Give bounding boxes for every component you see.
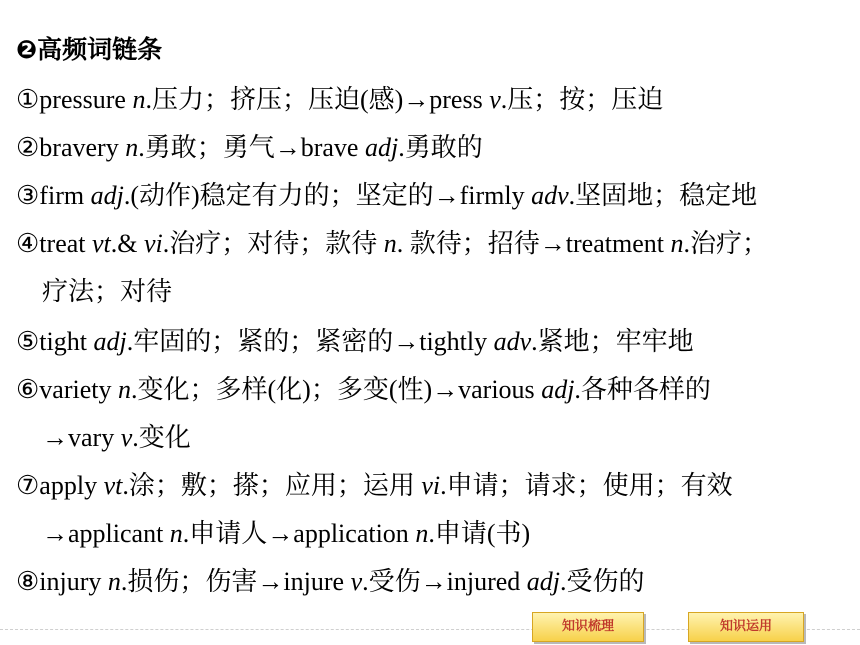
part-of-speech-label: n bbox=[118, 375, 131, 404]
entry-text: .变化 bbox=[132, 423, 191, 452]
entry-text: 疗法；对待 bbox=[42, 277, 173, 306]
entry-text: ⑤tight bbox=[16, 327, 94, 356]
knowledge-review-button[interactable]: 知识梳理 bbox=[532, 612, 644, 642]
entry-text: .坚固地；稳定地 bbox=[568, 181, 758, 210]
word-chain-entry bbox=[16, 366, 846, 462]
word-chain-entry bbox=[16, 558, 846, 606]
entry-text: .紧地；牢牢地 bbox=[531, 327, 694, 356]
entry-text: .勇敢的 bbox=[398, 133, 483, 162]
word-chain-entry bbox=[16, 220, 846, 316]
entry-text: .牢固的；紧的；紧密的→tightly bbox=[126, 327, 494, 356]
word-chain-entry bbox=[16, 76, 846, 124]
part-of-speech-label: n bbox=[125, 133, 139, 162]
part-of-speech-label: n bbox=[383, 229, 397, 258]
word-chain-entry bbox=[16, 172, 846, 220]
entry-continuation-line bbox=[16, 510, 846, 558]
entry-text: .(动作)稳定有力的；坚定的→firmly bbox=[123, 181, 532, 210]
part-of-speech-label: n bbox=[107, 567, 121, 596]
entry-line bbox=[16, 327, 694, 356]
word-chain-entry bbox=[16, 124, 846, 172]
entry-line bbox=[16, 229, 768, 258]
knowledge-apply-button[interactable]: 知识运用 bbox=[688, 612, 804, 642]
entry-text: .压；按；压迫 bbox=[500, 85, 664, 114]
part-of-speech-label: vi bbox=[144, 229, 163, 258]
part-of-speech-label: v bbox=[120, 423, 133, 452]
part-of-speech-label: v bbox=[350, 567, 363, 596]
entry-text: .变化；多样(化)；多变(性)→various bbox=[131, 375, 542, 404]
part-of-speech-label: adj bbox=[364, 133, 399, 162]
part-of-speech-label: adj bbox=[93, 327, 127, 356]
part-of-speech-label: n bbox=[132, 85, 146, 114]
entry-text: .压力；挤压；压迫(感)→press bbox=[145, 85, 490, 114]
entry-text: ②bravery bbox=[16, 133, 126, 162]
entry-text: ④treat bbox=[16, 229, 92, 258]
entry-line bbox=[16, 471, 733, 500]
entry-text: .受伤→injured bbox=[362, 567, 527, 596]
part-of-speech-label: n bbox=[415, 519, 429, 548]
part-of-speech-label: vi bbox=[421, 471, 441, 500]
entry-text: . 款待；招待→treatment bbox=[396, 229, 671, 258]
part-of-speech-label: vt bbox=[92, 229, 111, 258]
part-of-speech-label: n bbox=[670, 229, 684, 258]
entry-text: .申请人→application bbox=[182, 519, 416, 548]
part-of-speech-label: adv bbox=[493, 327, 532, 356]
entry-text: .治疗；对待；款待 bbox=[162, 229, 384, 258]
entry-continuation-line bbox=[16, 268, 846, 316]
entry-line bbox=[16, 133, 483, 162]
part-of-speech-label: n bbox=[169, 519, 183, 548]
part-of-speech-label: adj bbox=[526, 567, 561, 596]
entry-text: .治疗； bbox=[683, 229, 768, 258]
part-of-speech-label: adj bbox=[90, 181, 124, 210]
entry-text: .各种各样的 bbox=[574, 375, 711, 404]
entry-continuation-line bbox=[16, 414, 846, 462]
entry-text: ③firm bbox=[16, 181, 91, 210]
entry-line bbox=[16, 375, 711, 404]
entry-text: .申请；请求；使用；有效 bbox=[440, 471, 733, 500]
part-of-speech-label: vt bbox=[103, 471, 123, 500]
entry-text: →vary bbox=[42, 423, 121, 452]
section-heading: ❷高频词链条 bbox=[16, 35, 163, 64]
part-of-speech-label: adj bbox=[541, 375, 575, 404]
entry-text: .勇敢；勇气→brave bbox=[138, 133, 365, 162]
entry-text: →applicant bbox=[42, 519, 170, 548]
part-of-speech-label: adv bbox=[531, 181, 569, 210]
entry-line bbox=[16, 181, 757, 210]
entry-text: .涂；敷；搽；应用；运用 bbox=[122, 471, 422, 500]
entry-text: ⑦apply bbox=[16, 471, 104, 500]
entry-line bbox=[16, 85, 663, 114]
entry-text: .受伤的 bbox=[560, 567, 645, 596]
entry-text: .& bbox=[110, 229, 144, 258]
part-of-speech-label: v bbox=[489, 85, 501, 114]
word-chain-entry bbox=[16, 318, 846, 366]
word-chain-entry bbox=[16, 462, 846, 558]
entry-text: .损伤；伤害→injure bbox=[120, 567, 351, 596]
entry-text: ⑧injury bbox=[16, 567, 108, 596]
entry-line bbox=[16, 567, 645, 596]
entry-text: ⑥variety bbox=[16, 375, 118, 404]
entry-text: ①pressure bbox=[16, 85, 133, 114]
entry-text: .申请(书) bbox=[428, 519, 531, 548]
